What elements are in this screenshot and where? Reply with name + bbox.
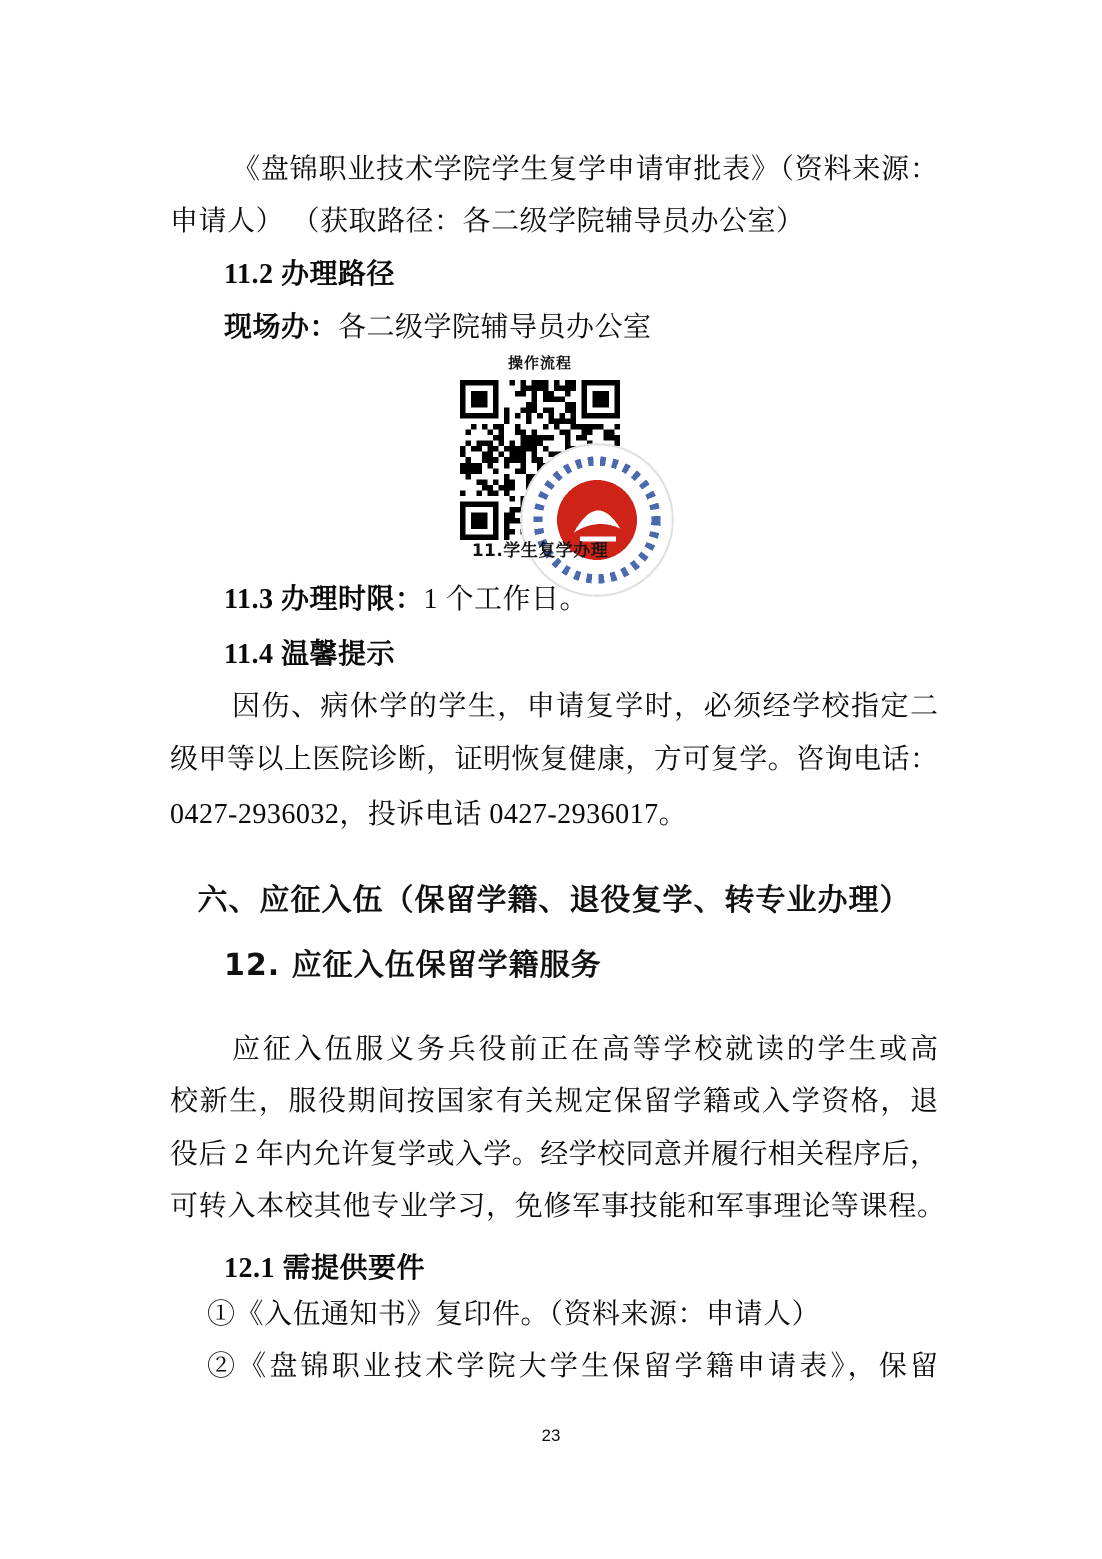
para3-line2: 校新生，服役期间按国家有关规定保留学籍或入学资格，退 [170,1086,938,1117]
onsite-line [224,311,652,345]
heading-12-1: 12.1 需提供要件 [224,1253,426,1284]
heading-11-2: 11.2 办理路径 [224,259,395,290]
requirement-item-1: ①《入伍通知书》复印件。（资料来源：申请人） [207,1299,821,1330]
para2-line3: 0427-2936032，投诉电话 0427-2936017。 [170,799,688,830]
school-logo-icon [517,440,677,600]
section-6-heading: 六、应征入伍（保留学籍、退役复学、转专业办理） [197,883,911,918]
para1-line2: 申请人） （获取路径：各二级学院辅导员办公室） [170,206,805,237]
heading-11-3-line [224,583,588,617]
para2-line2: 级甲等以上医院诊断，证明恢复健康，方可复学。咨询电话： [170,744,938,775]
onsite-label: 现场办： [224,312,339,343]
para3-line1: 应征入伍服义务兵役前正在高等学校就读的学生或高 [232,1034,938,1065]
heading-11-3-value: 1 个工作日。 [423,584,588,615]
para1-line1: 《盘锦职业技术学院学生复学申请审批表》（资料来源： [232,154,938,185]
qr-code [460,380,620,540]
qr-top-label: 操作流程 [507,354,572,372]
heading-11-4: 11.4 温馨提示 [224,639,395,670]
para2-line1: 因伤、病休学的学生，申请复学时，必须经学校指定二 [232,691,938,722]
page-number: 23 [541,1426,561,1445]
qr-caption: 11.学生复学办理 [471,541,609,561]
heading-12: 12. 应征入伍保留学籍服务 [224,948,602,983]
para3-line4: 可转入本校其他专业学习，免修军事技能和军事理论等课程。 [170,1191,945,1222]
para3-line3: 役后 2 年内允许复学或入学。经学校同意并履行相关程序后， [170,1139,938,1170]
heading-11-3-label: 11.3 办理时限： [224,584,424,615]
requirement-item-2: ②《盘锦职业技术学院大学生保留学籍申请表》，保留 [207,1351,938,1382]
onsite-value: 各二级学院辅导员办公室 [338,312,652,343]
